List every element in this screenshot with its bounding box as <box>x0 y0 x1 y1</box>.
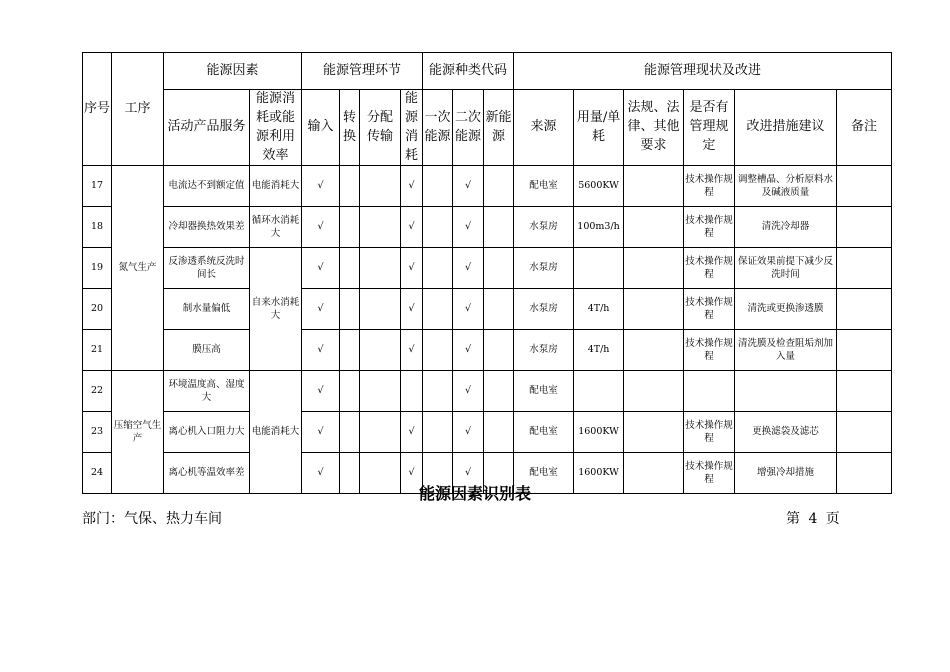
empty-cell <box>340 248 360 289</box>
header-energy-mgmt-link: 能源管理环节 <box>302 53 423 90</box>
empty-cell <box>624 248 684 289</box>
row-source: 配电室 <box>514 371 574 412</box>
header-secondary: 二次能源 <box>453 90 484 166</box>
header-process: 工序 <box>112 53 164 166</box>
empty-cell <box>423 289 453 330</box>
check-input: √ <box>302 207 340 248</box>
row-remark <box>837 412 892 453</box>
row-usage: 100m3/h <box>574 207 624 248</box>
empty-cell <box>624 330 684 371</box>
header-convert: 转换 <box>340 90 360 166</box>
check-input: √ <box>302 166 340 207</box>
row-suggestion: 清洗膜及检查阻垢剂加入量 <box>735 330 837 371</box>
header-activity: 活动产品服务 <box>164 90 250 166</box>
header-energy-factor: 能源因素 <box>164 53 302 90</box>
empty-cell <box>484 289 514 330</box>
row-usage: 1600KW <box>574 412 624 453</box>
table-row <box>83 207 892 248</box>
row-managed: 技术操作规程 <box>684 453 735 494</box>
empty-cell <box>401 371 423 412</box>
row-remark <box>837 289 892 330</box>
consumption-cell: 自来水消耗大 <box>250 248 302 371</box>
empty-cell <box>423 412 453 453</box>
row-activity: 环境温度高、湿度大 <box>164 371 250 412</box>
row-activity: 离心机入口阻力大 <box>164 412 250 453</box>
empty-cell <box>340 207 360 248</box>
empty-cell <box>360 371 401 412</box>
row-managed: 技术操作规程 <box>684 330 735 371</box>
row-usage: 4T/h <box>574 330 624 371</box>
header-consume: 能源消耗 <box>401 90 423 166</box>
empty-cell <box>624 166 684 207</box>
row-managed: 技术操作规程 <box>684 166 735 207</box>
row-suggestion: 清洗冷却器 <box>735 207 837 248</box>
row-managed: 技术操作规程 <box>684 248 735 289</box>
consumption-cell: 电能消耗大 <box>250 371 302 494</box>
empty-cell <box>360 166 401 207</box>
row-managed <box>684 371 735 412</box>
consumption-cell: 循环水消耗大 <box>250 207 302 248</box>
header-remark: 备注 <box>837 90 892 166</box>
header-source: 来源 <box>514 90 574 166</box>
empty-cell <box>360 330 401 371</box>
check-input: √ <box>302 453 340 494</box>
row-seq: 22 <box>83 371 112 412</box>
empty-cell <box>340 289 360 330</box>
row-remark <box>837 371 892 412</box>
header-mgmt-status: 能源管理现状及改进 <box>514 53 892 90</box>
check-input: √ <box>302 371 340 412</box>
row-suggestion: 保证效果前提下减少反洗时间 <box>735 248 837 289</box>
header-input: 输入 <box>302 90 340 166</box>
header-primary: 一次能源 <box>423 90 453 166</box>
empty-cell <box>423 166 453 207</box>
row-suggestion: 更换滤袋及滤芯 <box>735 412 837 453</box>
row-seq: 20 <box>83 289 112 330</box>
empty-cell <box>624 207 684 248</box>
row-source: 配电室 <box>514 166 574 207</box>
energy-factor-table <box>82 52 892 494</box>
table-row <box>83 371 892 412</box>
check-consume: √ <box>401 412 423 453</box>
check-consume: √ <box>401 453 423 494</box>
process-cell: 压缩空气生产 <box>112 371 164 494</box>
empty-cell <box>624 412 684 453</box>
row-usage: 5600KW <box>574 166 624 207</box>
row-source: 配电室 <box>514 412 574 453</box>
empty-cell <box>624 289 684 330</box>
row-managed: 技术操作规程 <box>684 289 735 330</box>
check-secondary: √ <box>453 289 484 330</box>
empty-cell <box>360 412 401 453</box>
row-remark <box>837 248 892 289</box>
check-consume: √ <box>401 248 423 289</box>
row-seq: 21 <box>83 330 112 371</box>
row-managed: 技术操作规程 <box>684 207 735 248</box>
row-remark <box>837 330 892 371</box>
table-row <box>83 166 892 207</box>
empty-cell <box>484 330 514 371</box>
check-secondary: √ <box>453 166 484 207</box>
check-secondary: √ <box>453 248 484 289</box>
table-row <box>83 330 892 371</box>
empty-cell <box>484 371 514 412</box>
table-row <box>83 248 892 289</box>
page-number: 第 4 页 <box>786 511 840 527</box>
check-consume: √ <box>401 166 423 207</box>
row-suggestion <box>735 371 837 412</box>
row-seq: 24 <box>83 453 112 494</box>
row-source: 水泵房 <box>514 289 574 330</box>
row-source: 水泵房 <box>514 207 574 248</box>
check-secondary: √ <box>453 453 484 494</box>
empty-cell <box>340 330 360 371</box>
row-remark <box>837 207 892 248</box>
header-new-energy: 新能源 <box>484 90 514 166</box>
row-source: 配电室 <box>514 453 574 494</box>
empty-cell <box>484 248 514 289</box>
header-consumption: 能源消耗或能源利用效率 <box>250 90 302 166</box>
empty-cell <box>340 166 360 207</box>
check-secondary: √ <box>453 330 484 371</box>
row-usage <box>574 248 624 289</box>
header-usage: 用量/单耗 <box>574 90 624 166</box>
row-seq: 18 <box>83 207 112 248</box>
check-input: √ <box>302 412 340 453</box>
empty-cell <box>423 207 453 248</box>
empty-cell <box>484 412 514 453</box>
row-seq: 17 <box>83 166 112 207</box>
check-input: √ <box>302 248 340 289</box>
row-suggestion: 清洗或更换渗透膜 <box>735 289 837 330</box>
row-suggestion: 调整槽晶、分析原料水及碱液质量 <box>735 166 837 207</box>
row-activity: 离心机等温效率差 <box>164 453 250 494</box>
header-energy-type-code: 能源种类代码 <box>423 53 514 90</box>
empty-cell <box>340 412 360 453</box>
check-secondary: √ <box>453 207 484 248</box>
row-activity: 膜压高 <box>164 330 250 371</box>
empty-cell <box>484 207 514 248</box>
row-remark <box>837 166 892 207</box>
header-seq: 序号 <box>83 53 112 166</box>
empty-cell <box>360 207 401 248</box>
consumption-cell: 电能消耗大 <box>250 166 302 207</box>
row-seq: 19 <box>83 248 112 289</box>
check-secondary: √ <box>453 412 484 453</box>
empty-cell <box>423 330 453 371</box>
table-row <box>83 412 892 453</box>
process-cell: 氮气生产 <box>112 166 164 371</box>
empty-cell <box>624 371 684 412</box>
header-regulation: 法规、法律、其他要求 <box>624 90 684 166</box>
document-title: 能源因素识别表 <box>418 484 531 503</box>
header-distribution: 分配传输 <box>360 90 401 166</box>
row-activity: 冷却器换热效果差 <box>164 207 250 248</box>
row-suggestion: 增强冷却措施 <box>735 453 837 494</box>
check-input: √ <box>302 330 340 371</box>
row-usage: 4T/h <box>574 289 624 330</box>
header-suggestion: 改进措施建议 <box>735 90 837 166</box>
empty-cell <box>423 371 453 412</box>
row-managed: 技术操作规程 <box>684 412 735 453</box>
row-source: 水泵房 <box>514 330 574 371</box>
row-usage: 1600KW <box>574 453 624 494</box>
check-consume: √ <box>401 330 423 371</box>
empty-cell <box>360 248 401 289</box>
row-source: 水泵房 <box>514 248 574 289</box>
table-row <box>83 289 892 330</box>
row-activity: 电流达不到额定值 <box>164 166 250 207</box>
check-consume: √ <box>401 207 423 248</box>
department-label: 部门：气保、热力车间 <box>82 511 222 527</box>
row-activity: 制水量偏低 <box>164 289 250 330</box>
empty-cell <box>423 248 453 289</box>
empty-cell <box>484 166 514 207</box>
row-activity: 反渗透系统反洗时间长 <box>164 248 250 289</box>
empty-cell <box>360 289 401 330</box>
check-input: √ <box>302 289 340 330</box>
empty-cell <box>340 371 360 412</box>
row-seq: 23 <box>83 412 112 453</box>
row-usage <box>574 371 624 412</box>
header-managed: 是否有管理规定 <box>684 90 735 166</box>
check-consume: √ <box>401 289 423 330</box>
check-secondary: √ <box>453 371 484 412</box>
